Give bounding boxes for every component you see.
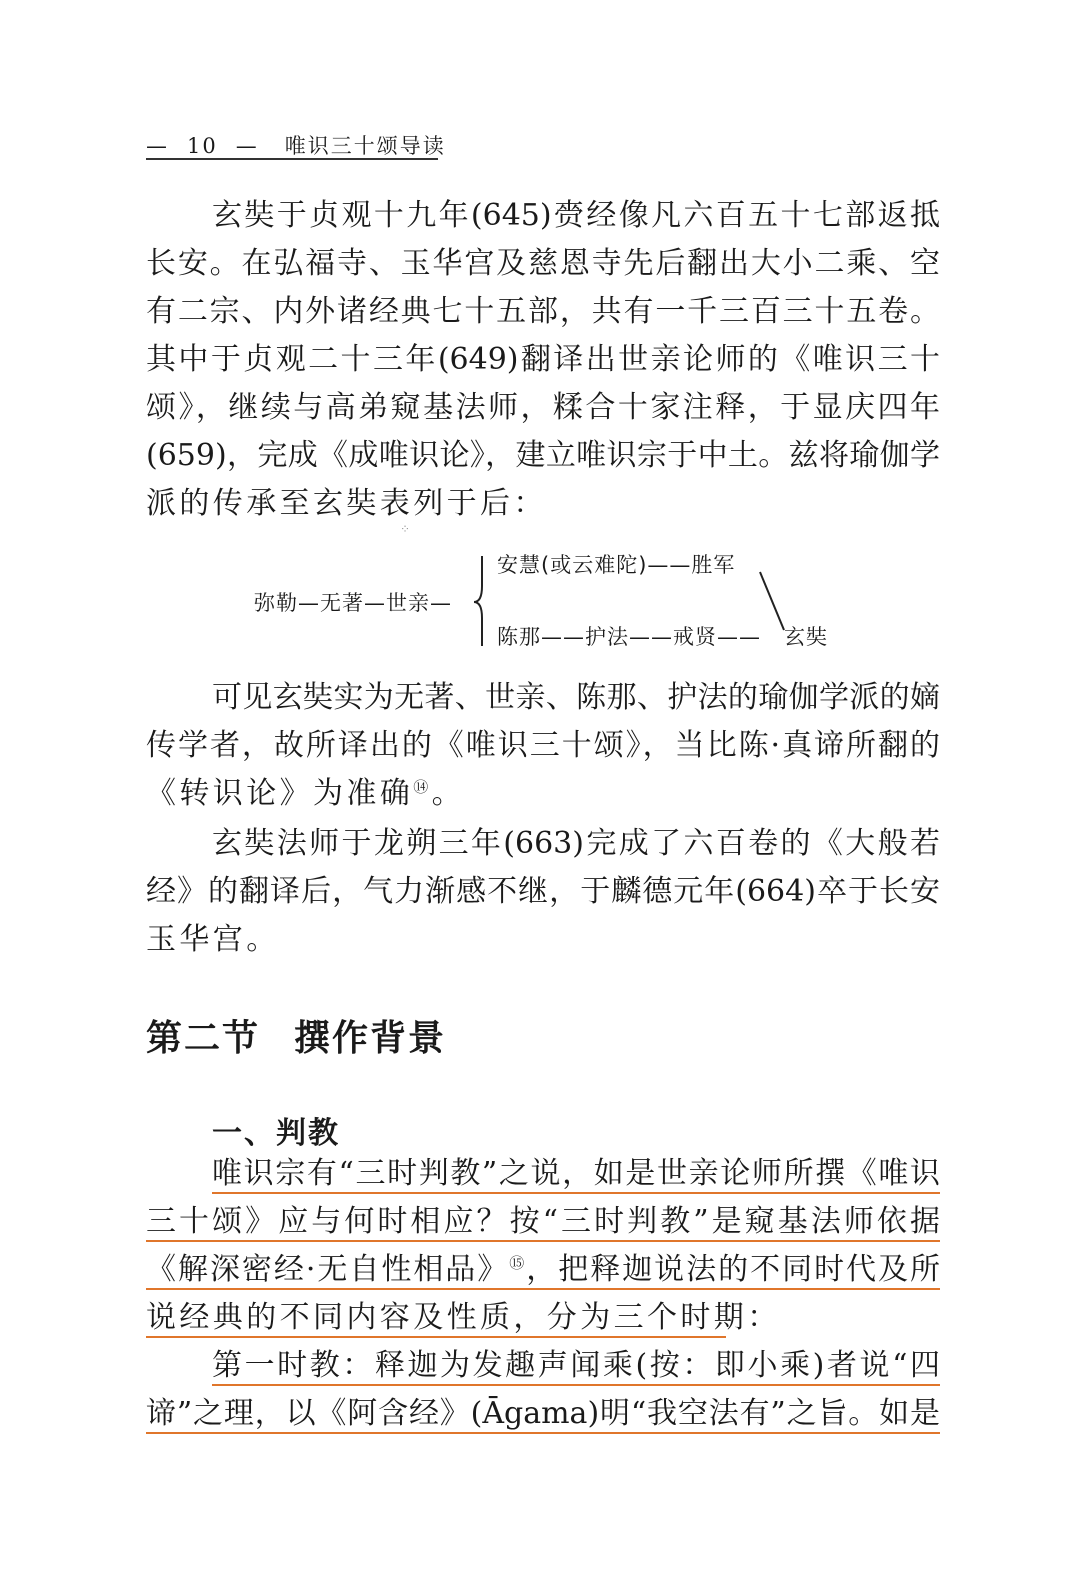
lineage-branch-top: 安慧(或云难陀)——胜军 bbox=[497, 553, 736, 577]
text-line: 派的传承至玄奘表列于后： bbox=[146, 486, 547, 521]
text-line bbox=[146, 774, 940, 814]
footnote-ref-14[interactable]: ⑭ bbox=[413, 778, 432, 796]
lineage-end: 玄奘 bbox=[784, 625, 828, 649]
text-line: 玉华宫。 bbox=[146, 922, 280, 957]
text-line: 三十颂》应与何时相应？按“三时判教”是窥基法师依据 bbox=[146, 1204, 940, 1239]
highlight-underline bbox=[212, 1192, 940, 1194]
text-line: 可见玄奘实为无著、世亲、陈那、护法的瑜伽学派的嫡 bbox=[212, 680, 940, 715]
text-line: 第一时教：释迦为发趣声闻乘(按：即小乘)者说“四 bbox=[212, 1348, 940, 1383]
highlight-underline bbox=[146, 1288, 940, 1290]
section-heading bbox=[146, 1010, 446, 1061]
lineage-branch-bottom: 陈那——护法——戒贤—— bbox=[497, 625, 761, 649]
highlight-underline bbox=[146, 1432, 940, 1434]
section-number: 第二节 bbox=[146, 1018, 261, 1059]
text-line: 颂》，继续与高弟窥基法师，糅合十家注释，于显庆四年 bbox=[146, 390, 940, 425]
header-rule bbox=[146, 158, 438, 160]
text-line: 经》的翻译后，气力渐感不继，于麟德元年(664)卒于长安 bbox=[146, 874, 940, 909]
text-span: 。 bbox=[431, 776, 466, 811]
page-number: 10 bbox=[187, 134, 218, 158]
text-line: 传学者，故所译出的《唯识三十颂》，当比陈·真谛所翻的 bbox=[146, 728, 940, 763]
text-line: 长安。在弘福寺、玉华宫及慈恩寺先后翻出大小二乘、空 bbox=[146, 246, 940, 281]
text-line: 谛”之理，以《阿含经》(Āgama)明“我空法有”之旨。如是 bbox=[146, 1396, 940, 1431]
text-line: 玄奘法师于龙朔三年(663)完成了六百卷的《大般若 bbox=[212, 826, 940, 861]
header-dash-right: — bbox=[235, 134, 259, 158]
running-header bbox=[146, 130, 446, 160]
text-span: 《解深密经·无自性相品》 bbox=[146, 1252, 510, 1287]
text-line: 说经典的不同内容及性质，分为三个时期： bbox=[146, 1300, 781, 1335]
text-span: ，把释迦说法的不同时代及所 bbox=[526, 1252, 940, 1287]
highlight-underline bbox=[146, 1336, 726, 1338]
text-line: 唯识宗有“三时判教”之说，如是世亲论师所撰《唯识 bbox=[212, 1156, 940, 1191]
text-line: 有二宗、内外诸经典七十五部，共有一千三百三十五卷。 bbox=[146, 294, 940, 329]
highlight-underline bbox=[212, 1384, 940, 1386]
lineage-root: 弥勒—无著—世亲— bbox=[254, 591, 452, 615]
footnote-ref-15[interactable]: ⑮ bbox=[509, 1254, 527, 1272]
text-line: 其中于贞观二十三年(649)翻译出世亲论师的《唯识三十 bbox=[146, 342, 940, 377]
print-speck: ⁘ bbox=[400, 522, 411, 536]
header-dash-left: — bbox=[146, 134, 169, 158]
text-line bbox=[146, 1250, 940, 1290]
lineage-brace bbox=[474, 556, 482, 646]
section-title: 撰作背景 bbox=[294, 1018, 447, 1059]
text-line: (659)，完成《成唯识论》，建立唯识宗于中土。兹将瑜伽学 bbox=[146, 438, 940, 473]
text-span: 《转识论》为准确 bbox=[146, 776, 414, 811]
highlight-underline bbox=[146, 1240, 940, 1242]
book-title: 唯识三十颂导读 bbox=[284, 134, 446, 158]
lineage-connector-line bbox=[760, 572, 784, 630]
text-line: 玄奘于贞观十九年(645)赍经像凡六百五十七部返抵 bbox=[212, 198, 940, 233]
subsection-heading: 一、判教 bbox=[212, 1116, 340, 1151]
